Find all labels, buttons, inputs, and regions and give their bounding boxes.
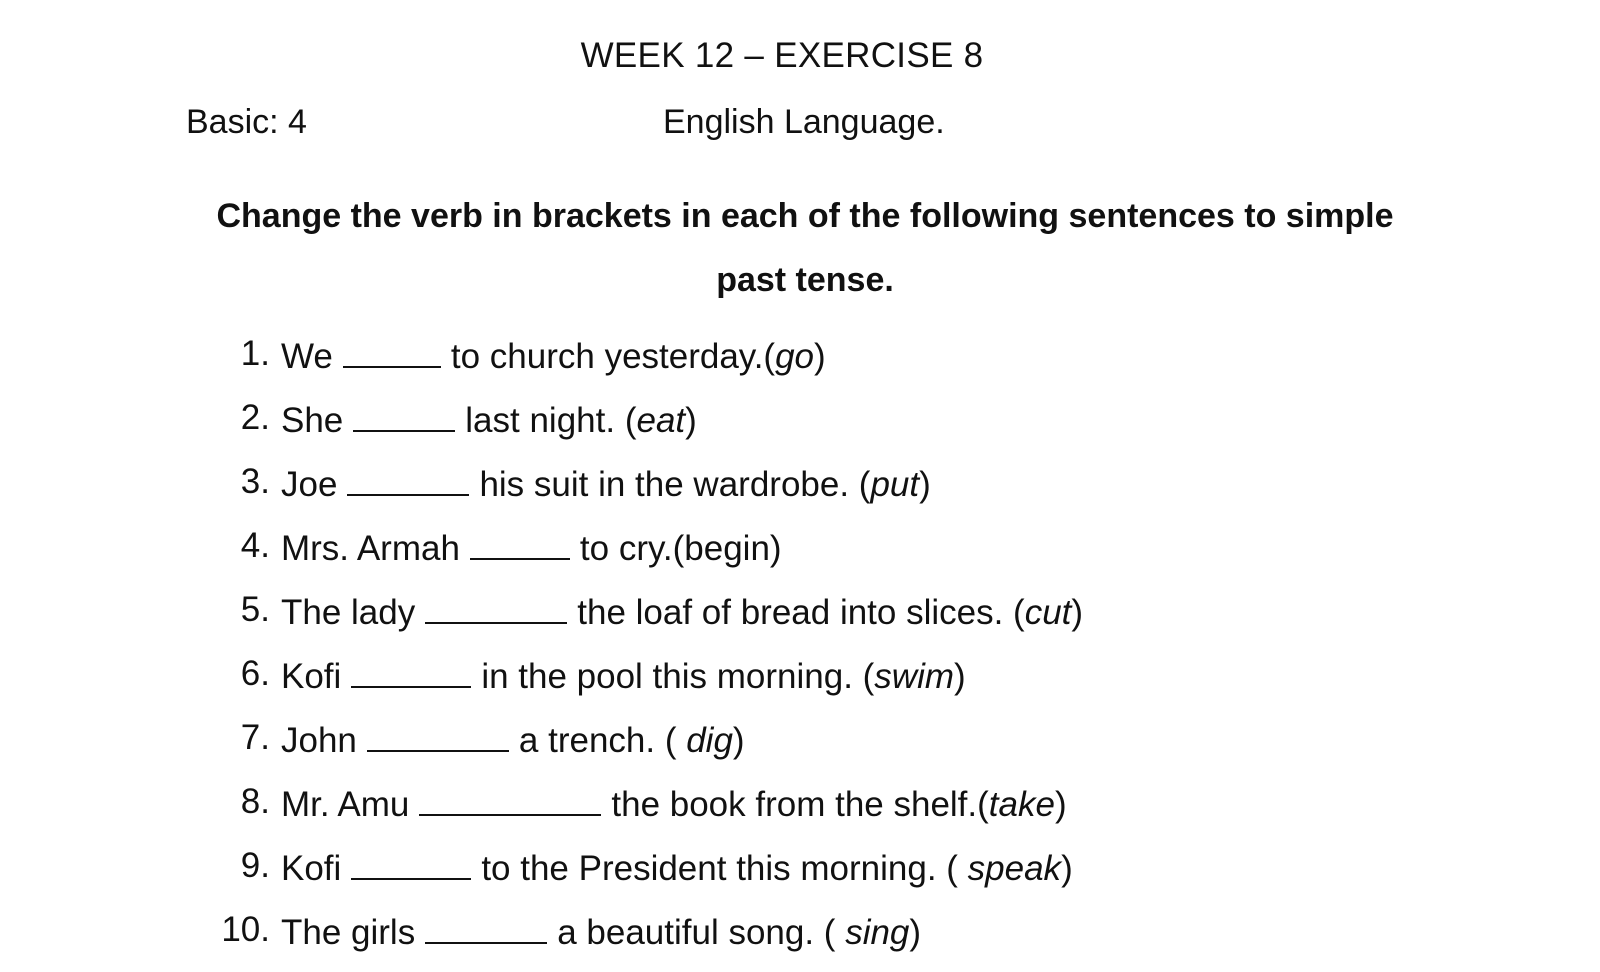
question-close: ): [814, 337, 826, 376]
question-verb: swim: [874, 657, 955, 696]
question-subject: Joe: [281, 465, 338, 504]
question-list: [0, 332, 1600, 972]
question-subject: John: [281, 721, 357, 760]
question-subject: We: [281, 337, 333, 376]
question-number: 7.: [240, 718, 270, 757]
question-item: [0, 524, 1600, 588]
question-item: [0, 396, 1600, 460]
question-rest: his suit in the wardrobe. (: [479, 465, 871, 504]
question-number: 8.: [240, 782, 270, 821]
instruction-text: Change the verb in brackets in each of the following sentences to simple past tense.: [216, 197, 1394, 299]
question-item: [0, 908, 1600, 972]
question-close: ): [919, 465, 931, 504]
question-number: 6.: [240, 654, 270, 693]
question-rest: a beautiful song. (: [557, 913, 846, 952]
question-item: [0, 460, 1600, 524]
question-verb: go: [775, 337, 815, 376]
basic-level: Basic: 4: [186, 103, 307, 141]
question-subject: The girls: [281, 913, 416, 952]
question-item: [0, 588, 1600, 652]
question-verb: speak: [967, 849, 1062, 888]
question-subject: Kofi: [281, 849, 342, 888]
answer-blank[interactable]: [419, 780, 601, 816]
question-close: ): [1061, 849, 1073, 888]
question-rest: to cry.(begin): [579, 529, 782, 568]
question-subject: The lady: [281, 593, 416, 632]
question-close: ): [954, 657, 966, 696]
question-subject: Mr. Amu: [281, 785, 410, 824]
answer-blank[interactable]: [343, 332, 441, 368]
question-rest: a trench. (: [518, 721, 687, 760]
question-verb: dig: [686, 721, 733, 760]
answer-blank[interactable]: [470, 524, 570, 560]
question-number: 1.: [240, 334, 270, 373]
question-close: ): [732, 721, 745, 760]
answer-blank[interactable]: [351, 652, 471, 688]
answer-blank[interactable]: [367, 716, 509, 752]
subject-name: English Language.: [663, 103, 945, 141]
question-rest: to the President this morning. (: [481, 849, 968, 888]
question-rest: in the pool this morning. (: [481, 657, 875, 696]
question-verb: take: [988, 785, 1055, 824]
question-subject: Mrs. Armah: [281, 529, 460, 568]
question-close: ): [1071, 593, 1084, 632]
answer-blank[interactable]: [353, 396, 455, 432]
question-verb: sing: [845, 913, 910, 952]
question-rest: to church yesterday.(: [450, 337, 776, 376]
question-number: 5.: [240, 590, 270, 629]
question-number: 2.: [240, 398, 270, 437]
question-verb: cut: [1024, 593, 1072, 632]
question-verb: eat: [636, 401, 686, 440]
question-close: ): [1054, 785, 1067, 824]
exercise-title: [0, 36, 1600, 76]
question-close: ): [909, 913, 922, 952]
question-item: [0, 332, 1600, 396]
question-item: [0, 780, 1600, 844]
question-close: ): [685, 401, 697, 440]
answer-blank[interactable]: [347, 460, 469, 496]
answer-blank[interactable]: [425, 588, 567, 624]
question-rest: last night. (: [465, 401, 637, 440]
answer-blank[interactable]: [425, 908, 547, 944]
question-number: 10.: [221, 910, 270, 949]
question-item: [0, 844, 1600, 908]
question-verb: put: [870, 465, 920, 504]
question-number: 9.: [240, 846, 270, 885]
question-item: [0, 652, 1600, 716]
question-subject: She: [281, 401, 344, 440]
question-number: 4.: [240, 526, 270, 565]
question-rest: the book from the shelf.(: [611, 785, 989, 824]
question-subject: Kofi: [281, 657, 342, 696]
exercise-title-text: WEEK 12 – EXERCISE 8: [580, 36, 984, 75]
question-number: 3.: [240, 462, 270, 501]
question-rest: the loaf of bread into slices. (: [577, 593, 1025, 632]
question-item: [0, 716, 1600, 780]
answer-blank[interactable]: [351, 844, 471, 880]
